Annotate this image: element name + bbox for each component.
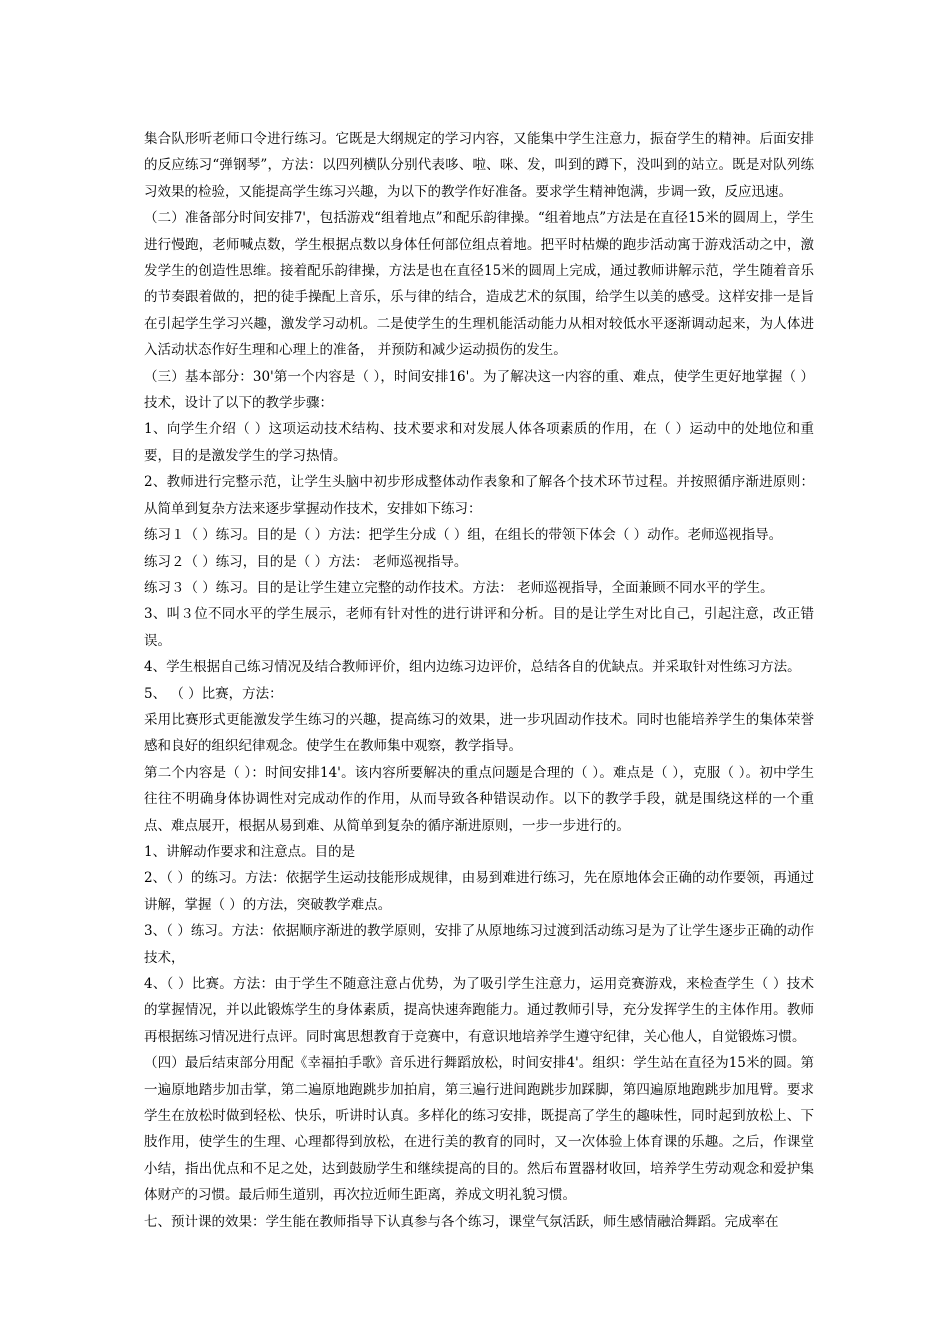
paragraph-warmup-section: （二）准备部分时间安排7'，包括游戏“组着地点”和配乐韵律操。“组着地点”方法是在直径15米的圆周上，学生进行慢跑，老师喊点数，学生根据点数以身体任何部位组点着地。把平时枯燥的跑步活动寓于游戏活动之中，激发学生的创造性思维。接着配乐韵律操，方法是也在直径15米的圆周上完成，通过教师讲解示范，学生随着音乐的节奏跟着做的，把的徒手操配上音乐，乐与律的结合，造成艺术的氛围，给学生以美的感受。这样安排一是旨在引起学生学习兴趣，激发学习动机。二是使学生的生理机能活动能力从相对较低水平逐渐调动起来，为人体进入活动状态作好生理和心理上的准备， 并预防和减少运动损伤的发生。 <box>144 210 814 359</box>
paragraph-second-step-1: 1、讲解动作要求和注意点。目的是 <box>144 843 356 860</box>
paragraph-ending-section: （四）最后结束部分用配《幸福拍手歌》音乐进行舞蹈放松，时间安排4'。组织：学生站在直径为15米的圆。第一遍原地踏步加击掌，第二遍原地跑跳步加拍肩，第三遍行进间跑跳步加踩脚，第四遍原地跑跳步加甩臂。要求学生在放松时做到轻松、快乐，听讲时认真。多样化的练习安排，既提高了学生的趣味性，同时起到放松上、下肢作用，使学生的生理、心理都得到放松，在进行美的教育的同时，又一次体验上体育课的乐趣。之后，作课堂小结，指出优点和不足之处，达到鼓励学生和继续提高的目的。然后布置器材收回，培养学生劳动观念和爱护集体财产的习惯。最后师生道别，再次拉近师生距离，养成文明礼貌习惯。 <box>144 1055 814 1204</box>
paragraph-step-1: 1、向学生介绍（ ）这项运动技术结构、技术要求和对发展人体各项素质的作用，在（ ）运动中的处地位和重要，目的是激发学生的学习热情。 <box>144 421 814 464</box>
paragraph-queue-drill: 集合队形听老师口令进行练习。它既是大纲规定的学习内容，又能集中学生注意力，振奋学生的精神。后面安排的反应练习“弹钢琴”，方法：以四列横队分别代表哆、啦、咪、发，叫到的蹲下，没叫到的站立。既是对队列练习效果的检验，又能提高学生练习兴趣，为以下的教学作好准备。要求学生精神饱满，步调一致，反应迅速。 <box>144 131 814 200</box>
paragraph-exercise-2: 练习２（ ）练习，目的是（ ）方法： 老师巡视指导。 <box>144 553 468 570</box>
paragraph-step-4: 4、学生根据自己练习情况及结合教师评价，组内边练习边评价，总结各自的优缺点。并采取针对性练习方法。 <box>144 659 801 676</box>
paragraph-exercise-1: 练习１（ ）练习。目的是（ ）方法：把学生分成（ ）组，在组长的带领下体会（ ）动作。老师巡视指导。 <box>144 527 783 544</box>
paragraph-competition: 采用比赛形式更能激发学生练习的兴趣，提高练习的效果，进一步巩固动作技术。同时也能培养学生的集体荣誉感和良好的组织纪律观念。使学生在教师集中观察，教学指导。 <box>144 711 814 755</box>
paragraph-step-5: 5、 （ ）比赛，方法： <box>144 685 283 702</box>
paragraph-second-step-2: 2、（ ）的练习。方法：依据学生运动技能形成规律，由易到难进行练习，先在原地体会正确的动作要领，再通过讲解，掌握（ ）的方法，突破教学难点。 <box>144 870 814 913</box>
paragraph-basic-part-intro: （三）基本部分：30'第一个内容是（ ），时间安排16'。为了解决这一内容的重、难点，使学生更好地掌握（ ）技术，设计了以下的教学步骤： <box>144 368 814 412</box>
paragraph-expected-effect: 七、预计课的效果：学生能在教师指导下认真参与各个练习，课堂气氛活跃，师生感情融洽舞蹈。完成率在 <box>144 1213 779 1230</box>
paragraph-step-3: 3、叫３位不同水平的学生展示，老师有针对性的进行讲评和分析。目的是让学生对比自己，引起注意，改正错误。 <box>144 606 814 649</box>
paragraph-second-step-3: 3、（ ）练习。方法：依据顺序渐进的教学原则，安排了从原地练习过渡到活动练习是为了让学生逐步正确的动作技术， <box>144 923 814 966</box>
paragraph-exercise-3: 练习３（ ）练习。目的是让学生建立完整的动作技术。方法： 老师巡视指导，全面兼顾不同水平的学生。 <box>144 579 774 596</box>
document-page <box>144 126 814 1235</box>
paragraph-step-2: 2、教师进行完整示范，让学生头脑中初步形成整体动作表象和了解各个技术环节过程。并按照循序渐进原则：从简单到复杂方法来逐步掌握动作技术，安排如下练习： <box>144 474 814 517</box>
paragraph-second-step-4: 4、（ ）比赛。方法：由于学生不随意注意占优势，为了吸引学生注意力，运用竞赛游戏，来检查学生（ ）技术的掌握情况，并以此锻炼学生的身体素质，提高快速奔跑能力。通过教师引导，充分发挥学生的主体作用。教师再根据练习情况进行点评。同时寓思想教育于竞赛中，有意识地培养学生遵守纪律，关心他人，自觉锻炼习惯。 <box>144 976 814 1045</box>
paragraph-second-content: 第二个内容是（ ）：时间安排14'。该内容所要解决的重点问题是合理的（ ）。难点是（ ），克服（ ）。初中学生往往不明确身体协调性对完成动作的作用，从而导致各种错误动作。以下的教学手段，就是围绕这样的一个重点、难点展开，根据从易到难、从简单到复杂的循序渐进原则，一步一步进行的。 <box>144 764 814 834</box>
